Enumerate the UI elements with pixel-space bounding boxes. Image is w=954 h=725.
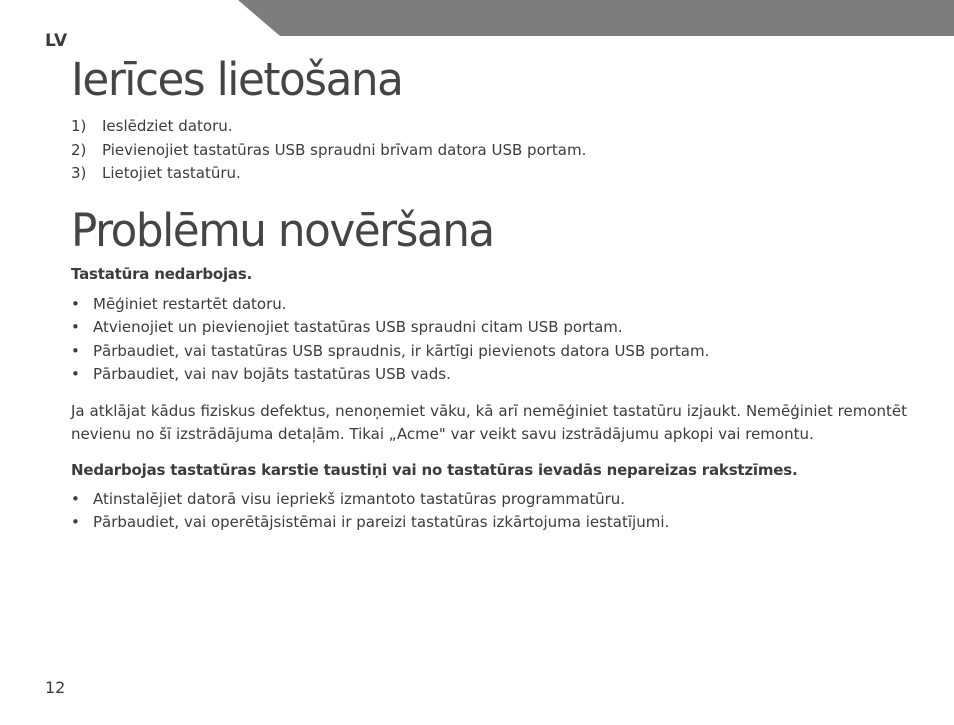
page-content	[71, 50, 907, 535]
bullet-icon: •	[71, 365, 80, 383]
list-item-text: Pārbaudiet, vai operētājsistēmai ir pareizi tastatūras izkārtojuma iestatījumi.	[93, 513, 670, 531]
bullet-icon: •	[71, 489, 80, 508]
list-item	[71, 293, 907, 317]
list-item-text: Pārbaudiet, vai tastatūras USB spraudnis, ir kārtīgi pievienots datora USB portam.	[93, 341, 710, 360]
list-item	[71, 488, 907, 512]
step-text: Ieslēdziet datoru.	[102, 117, 233, 135]
header-band-shape	[238, 0, 954, 36]
list-item	[71, 363, 907, 387]
bullet-icon: •	[71, 341, 80, 360]
list-item-text: Pārbaudiet, vai nav bojāts tastatūras USB vads.	[93, 365, 451, 383]
issue1-bullet-list	[71, 293, 907, 387]
issue2-bullet-list	[71, 488, 907, 535]
bullet-icon: •	[71, 318, 80, 336]
language-code: LV	[45, 31, 68, 51]
usage-step	[71, 162, 907, 186]
warning-paragraph: Ja atklājat kādus fiziskus defektus, nenoņemiet vāku, kā arī nemēģiniet tastatūru izjaukt. Nemēģiniet remontēt nevienu no šī izstrādājuma detaļām. Tikai „Acme" var veikt savu izstrādājumu apkopi vai remontu.	[71, 401, 907, 443]
step-text: Pievienojiet tastatūras USB spraudni brīvam datora USB portam.	[102, 140, 587, 159]
usage-step	[71, 115, 907, 139]
step-number: 3)	[71, 164, 87, 182]
step-number: 1)	[71, 117, 87, 135]
usage-steps-list	[71, 115, 907, 186]
usage-step	[71, 139, 907, 163]
section-title-usage: Ierīces lietošana	[71, 53, 403, 106]
list-item-text: Atvienojiet un pievienojiet tastatūras USB spraudni citam USB portam.	[93, 318, 623, 336]
issue-heading-keyboard-not-working: Tastatūra nedarbojas.	[71, 264, 253, 283]
list-item-text: Atinstalējiet datorā visu iepriekš izmantoto tastatūras programmatūru.	[93, 489, 626, 508]
list-item-text: Mēģiniet restartēt datoru.	[93, 294, 287, 313]
bullet-icon: •	[71, 294, 80, 313]
step-number: 2)	[71, 140, 87, 159]
issue-heading-hotkeys: Nedarbojas tastatūras karstie taustiņi vai no tastatūras ievadās nepareizas rakstzīmes.	[71, 460, 798, 479]
list-item	[71, 511, 907, 535]
list-item	[71, 340, 907, 364]
list-item	[71, 316, 907, 340]
step-text: Lietojiet tastatūru.	[102, 164, 241, 182]
section-title-troubleshooting: Problēmu novēršana	[71, 203, 494, 257]
header-corner-band	[0, 0, 954, 40]
bullet-icon: •	[71, 513, 80, 531]
page-number: 12	[45, 678, 66, 697]
